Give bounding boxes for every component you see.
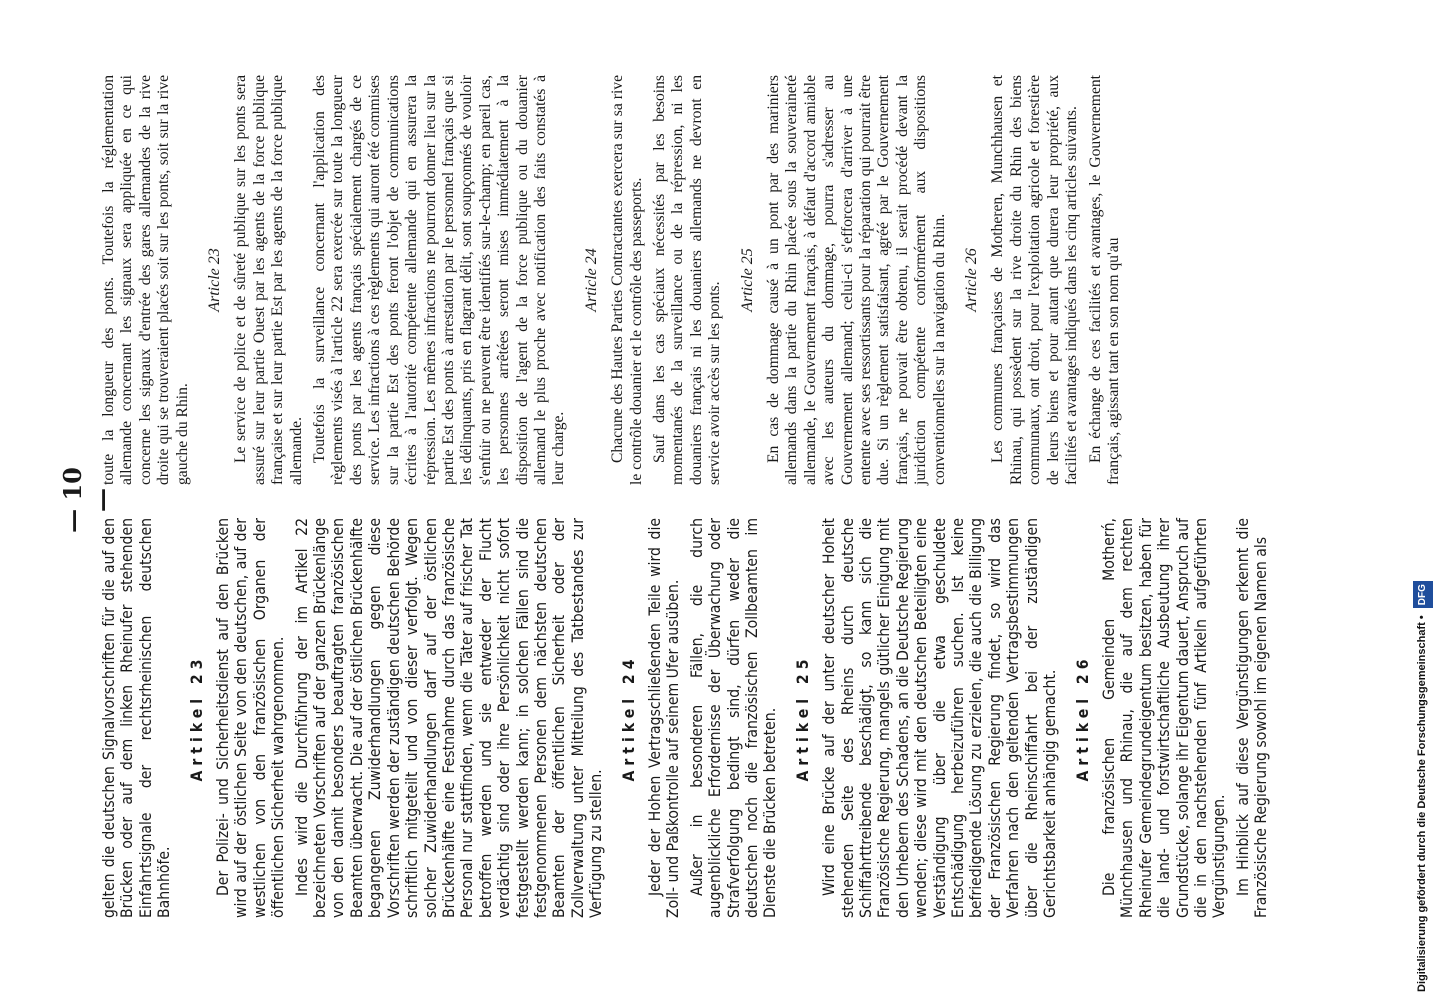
french-article-24-heading: Article 24	[582, 248, 600, 312]
french-article-26-para-2: En échange de ces facilités et avantages, le Gouvernement français, agissant tant en son nom qu'au	[1086, 75, 1122, 485]
german-article-23-para-1: Der Polizei- und Sicherheitsdienst auf den Brücken wird auf der östlichen Seite von den deutschen, auf der westlichen von den französischen Organen der öffentlichen Sicherheit wahrgenommen.	[214, 518, 288, 918]
german-article-23-heading: Artikel 23	[187, 654, 206, 782]
german-article-25-heading: Artikel 25	[793, 654, 812, 782]
german-intro-paragraph: gelten die deutschen Signalvorschriften für die auf den Brücken oder auf dem linken Rheinufer stehenden Einfahrtsignale der rechtsrheinischen deutschen Bahnhöfe.	[100, 518, 174, 918]
dfg-logo: DFG	[1413, 581, 1433, 608]
german-article-24-para-1: Jeder der Hohen Vertragschließenden Teile wird die Zoll- und Paßkontrolle auf seinem Ufer ausüben.	[645, 518, 683, 918]
french-text-column	[100, 75, 1128, 485]
digitization-credit-text: Digitalisierung gefördert durch die Deutsche Forschungsgemeinschaft •	[1416, 615, 1428, 992]
french-article-23-heading: Article 23	[206, 248, 224, 312]
german-article-26-para-2: Im Hinblick auf diese Vergünstigungen erkennt die Französische Regierung sowohl im eigenen Namen als	[1233, 518, 1271, 918]
french-article-23-para-2: Toutefois la surveillance concernant l'application des règlements visés à l'article 22 sera exercée sur toute la longueur des ponts par les agents français spécialement chargés de ce service. Les infractions à ces règlements qui auront été commises sur la partie Est des ponts feront l'objet de communications écrites à l'autorité compétente allemande qui en assurera la répression. Les mêmes infractions ne pourront donner lieu sur la partie Est des ponts à arrestation par le personnel français que si les délinquants, pris en flagrant délit, sont soupçonnés de vouloir s'enfuir ou ne peuvent être identifiés sur-le-champ; en pareil cas, les personnes arrêtées seront mises immédiatement à la disposition de l'agent de la force publique ou du douanier allemand le plus proche avec notification des faits constatés à leur charge.	[311, 75, 568, 485]
german-article-26-heading: Artikel 26	[1073, 654, 1092, 782]
german-article-24-heading: Artikel 24	[619, 654, 638, 782]
german-text-column	[100, 518, 1276, 918]
page-number: — 10 —	[58, 467, 116, 533]
german-article-25-para-1: Wird eine Brücke auf der unter deutscher Hoheit stehenden Seite des Rheins durch deutsche Schiffahrttreibende beschädigt, so kann sich die Französische Regierung, mangels gütlicher Einigung mit den Urhebern des Schadens, an die Deutsche Regierung wenden; diese wird mit den deutschen Beteiligten eine Verständigung über die etwa geschuldete Entschädigung herbeizuführen suchen. Ist keine befriedigende Lösung zu erzielen, die auch die Billigung der Französischen Regierung findet, so wird das Verfahren nach den geltenden Vertragsbestimmungen über die Rheinschiffahrt bei der zuständigen Gerichtsbarkeit anhängig gemacht.	[820, 518, 1060, 918]
french-article-26-heading: Article 26	[963, 248, 981, 312]
german-article-26-para-1: Die französischen Gemeinden Motherń, Münchhausen und Rhinau, die auf dem rechten Rheinufer Gemeindegrundeigentum besitzen, haben für die land- und forstwirtschaftliche Ausbeutung ihrer Grundstücke, solange ihr Eigentum dauert, Anspruch auf die in den nachstehenden fünf Artikeln aufgeführten Vergünstigungen.	[1099, 518, 1229, 918]
french-intro-paragraph: toute la longueur des ponts. Toutefois la réglementation allemande concernant les signaux sera appliquée en ce qui concerne les signaux d'entrée des gares allemandes de la rive droite qui se trouveraient placés soit sur les ponts, soit sur la rive gauche du Rhin.	[100, 75, 191, 485]
french-article-24-para-1: Chacune des Hautes Parties Contractantes exercera sur sa rive le contrôle douanier et le contrôle des passeports.	[609, 75, 645, 485]
digitization-credit	[1412, 8, 1434, 992]
french-article-24-para-2: Sauf dans les cas spéciaux nécessités par les besoins momentanés de la surveillance ou de la répression, ni les douaniers français ni les douaniers allemands ne devront en service avoir accès sur les ponts.	[650, 75, 724, 485]
german-article-24-para-2: Außer in besonderen Fällen, die durch augenblickliche Erfordernisse der Überwachung oder Strafverfolgung bedingt sind, dürfen weder die deutschen noch die französischen Zollbeamten im Dienste die Brücken betreten.	[687, 518, 780, 918]
german-article-23-para-2: Indes wird die Durchführung der im Artikel 22 bezeichneten Vorschriften auf der ganzen Brückenlänge von den damit besonders beauftragten französischen Beamten überwacht. Die auf der östlichen Brückenhälfte begangenen Zuwiderhandlungen gegen diese Vorschriften werden der zuständigen deutschen Behörde schriftlich mitgeteilt und von dieser verfolgt. Wegen solcher Zuwiderhandlungen darf auf der östlichen Brückenhälfte eine Festnahme durch das französische Personal nur stattfinden, wenn die Täter auf frischer Tat betroffen werden und sie entweder der Flucht verdächtig sind oder ihre Persönlichkeit nicht sofort festgestellt werden kann; in solchen Fällen sind die festgenommenen Personen dem nächsten deutschen Beamten der öffentlichen Sicherheit oder der Zollverwaltung unter Mitteilung des Tatbestandes zur Verfügung zu stellen.	[292, 518, 606, 918]
french-article-26-para-1: Les communes françaises de Motheren, Munchhausen et Rhinau, qui possèdent sur la rive droite du Rhin des biens communaux, ont droit, pour l'exploitation agricole et forestière de leurs biens et pour autant que durera leur propriété, aux facilités et avantages indiqués dans les cinq articles suivants.	[989, 75, 1081, 485]
french-article-25-para-1: En cas de dommage causé à un pont par des mariniers allemands dans la partie du Rhin placée sous la souveraineté allemande, le Gouvernement français, à défaut d'accord amiable avec les auteurs du dommage, pourra s'adresser au Gouvernement allemand; celui-ci s'efforcera d'arriver à une entente avec ses ressortissants pour la réparation qui pourrait être due. Si un règlement satisfaisant, agréé par le Gouvernement français, ne pouvait être obtenu, il serait procédé devant la juridiction compétente conformément aux dispositions conventionnelles sur la navigation du Rhin.	[765, 75, 948, 485]
french-article-23-para-1: Le service de police et de sûreté publique sur les ponts sera assuré sur leur partie Ouest par les agents de la force publique française et sur leur partie Est par les agents de la force publique allemande.	[232, 75, 305, 485]
french-article-25-heading: Article 25	[738, 248, 756, 312]
